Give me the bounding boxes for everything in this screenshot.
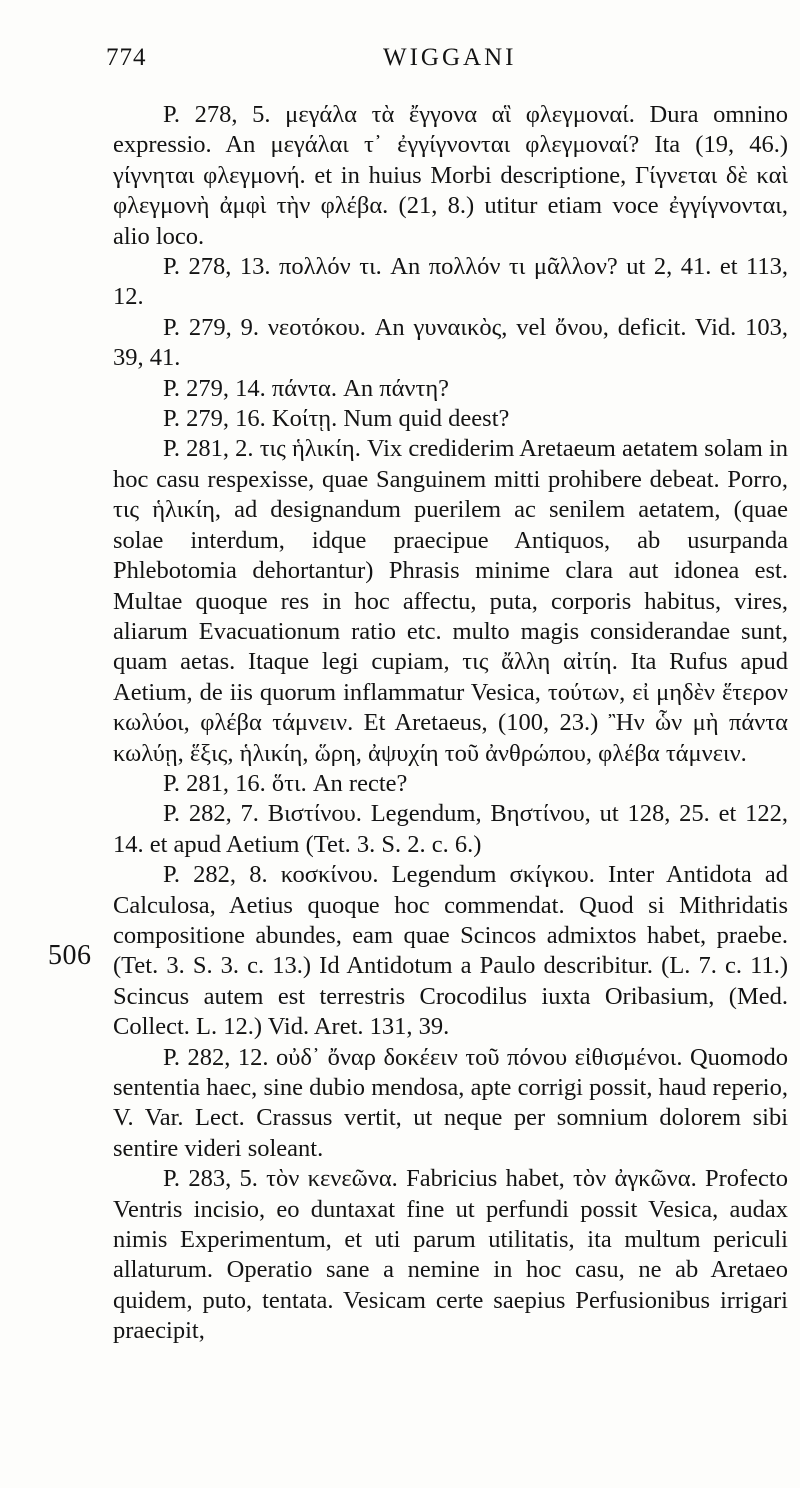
paragraph-text: P. 279, 16. Κοίτῃ. Num quid deest? bbox=[163, 405, 510, 433]
paragraph-note-283-5 bbox=[113, 1164, 788, 1346]
paragraph-text: P. 281, 2. τις ἡλικίη. Vix crediderim Aretaeum aetatem solam in hoc casu respexisse, quae Sanguinem mitti prohibere debeat. Porro, τις ἡλικίη, ad designandum puerilem ac senilem aetatem, (quae solae interdum, idque praecipue Antiquos, ab usurpanda Phlebotomia dehortantur) Phrasis minime clara aut idonea est. Multae quoque res in hoc affectu, puta, corporis habitus, vires, aliarum Evacuationum ratio etc. multo magis considerandae sunt, quam aetas. Itaque legi cupiam, τις ἄλλη αἰτίη. Ita Rufus apud Aetium, de iis quorum inflammatur Vesica, τούτων, εἰ μηδὲν ἕτερον κωλύοι, φλέβα τάμνειν. Et Aretaeus, (100, 23.) Ἢν ὧν μὴ πάντα κωλύῃ, ἕξις, ἡλικίη, ὥρη, ἀψυχίη τοῦ ἀνθρώπου, φλέβα τάμνειν. bbox=[113, 435, 788, 767]
paragraph-text: P. 283, 5. τὸν κενεῶνα. Fabricius habet, τὸν ἀγκῶνα. Profecto Ventris incisio, eo duntaxat fine ut perfundi possit Vesica, audax nimis Experimentum, et uti parum utilitatis, ita multum periculi allaturum. Operatio sane a nemine in hoc casu, ne ab Aretaeo quidem, puto, tentata. Vesicam certe saepius Perfusionibus irrigari praecipit, bbox=[113, 1165, 788, 1345]
running-title: WIGGANI bbox=[383, 44, 517, 71]
commentary-body bbox=[113, 100, 788, 1347]
paragraph-note-279-9 bbox=[113, 313, 788, 374]
paragraph-text: P. 281, 16. ὅτι. An recte? bbox=[163, 769, 408, 797]
paragraph-note-279-14 bbox=[113, 374, 788, 404]
paragraph-note-281-2 bbox=[113, 434, 788, 768]
paragraph-text: P. 282, 7. Βιστίνου. Legendum, Βηστίνου, ut 128, 25. et 122, 14. et apud Aetium (Tet. 3. S. 2. c. 6.) bbox=[113, 800, 788, 858]
paragraph-note-278-5 bbox=[113, 100, 788, 252]
paragraph-text: P. 279, 14. πάντα. An πάντη? bbox=[163, 374, 450, 402]
page-number: 774 bbox=[106, 44, 147, 71]
paragraph-text: P. 282, 8. κοσκίνου. Legendum σκίγκου. Inter Antidota ad Calculosa, Aetius quoque hoc commendat. Quod si Mithridatis compositione abundes, eam quae Scincos admixtos habet, praebe. (Tet. 3. S. 3. c. 13.) Id Antidotum a Paulo describitur. (L. 7. c. 11.) Scincus autem est terrestris Crocodilus iuxta Oribasium, (Med. Collect. L. 12.) Vid. Aret. 131, 39. bbox=[113, 861, 788, 1041]
paragraph-note-281-16 bbox=[113, 769, 788, 799]
paragraph-text: P. 278, 13. πολλόν τι. An πολλόν τι μᾶλλον? ut 2, 41. et 113, 12. bbox=[113, 253, 788, 311]
paragraph-note-279-16 bbox=[113, 404, 788, 434]
paragraph-text: P. 278, 5. μεγάλα τὰ ἔγγονα αἳ φλεγμοναί. Dura omnino expressio. An μεγάλαι τ᾽ ἐγγίγνονται φλεγμοναί? Ita (19, 46.) γίγνηται φλεγμονή. et in huius Morbi descriptione, Γίγνεται δὲ καὶ φλεγμονὴ ἀμφὶ τὴν φλέβα. (21, 8.) utitur etiam voce ἐγγίγνονται, alio loco. bbox=[113, 101, 788, 250]
paragraph-note-278-13 bbox=[113, 252, 788, 313]
paragraph-note-282-7 bbox=[113, 799, 788, 860]
paragraph-text: P. 282, 12. οὐδ᾽ ὄναρ δοκέειν τοῦ πόνου εἰθισμένοι. Quomodo sententia haec, sine dubio mendosa, apte corrigi possit, haud reperio, V. Var. Lect. Crassus vertit, ut neque per somnium dolorem sibi sentire videri soleant. bbox=[113, 1043, 788, 1162]
paragraph-text: P. 279, 9. νεοτόκου. An γυναικὸς, vel ὄνου, deficit. Vid. 103, 39, 41. bbox=[113, 313, 788, 372]
paragraph-note-282-8 bbox=[113, 860, 788, 1042]
margin-page-reference: 506 bbox=[48, 940, 92, 971]
paragraph-note-282-12 bbox=[113, 1043, 788, 1165]
